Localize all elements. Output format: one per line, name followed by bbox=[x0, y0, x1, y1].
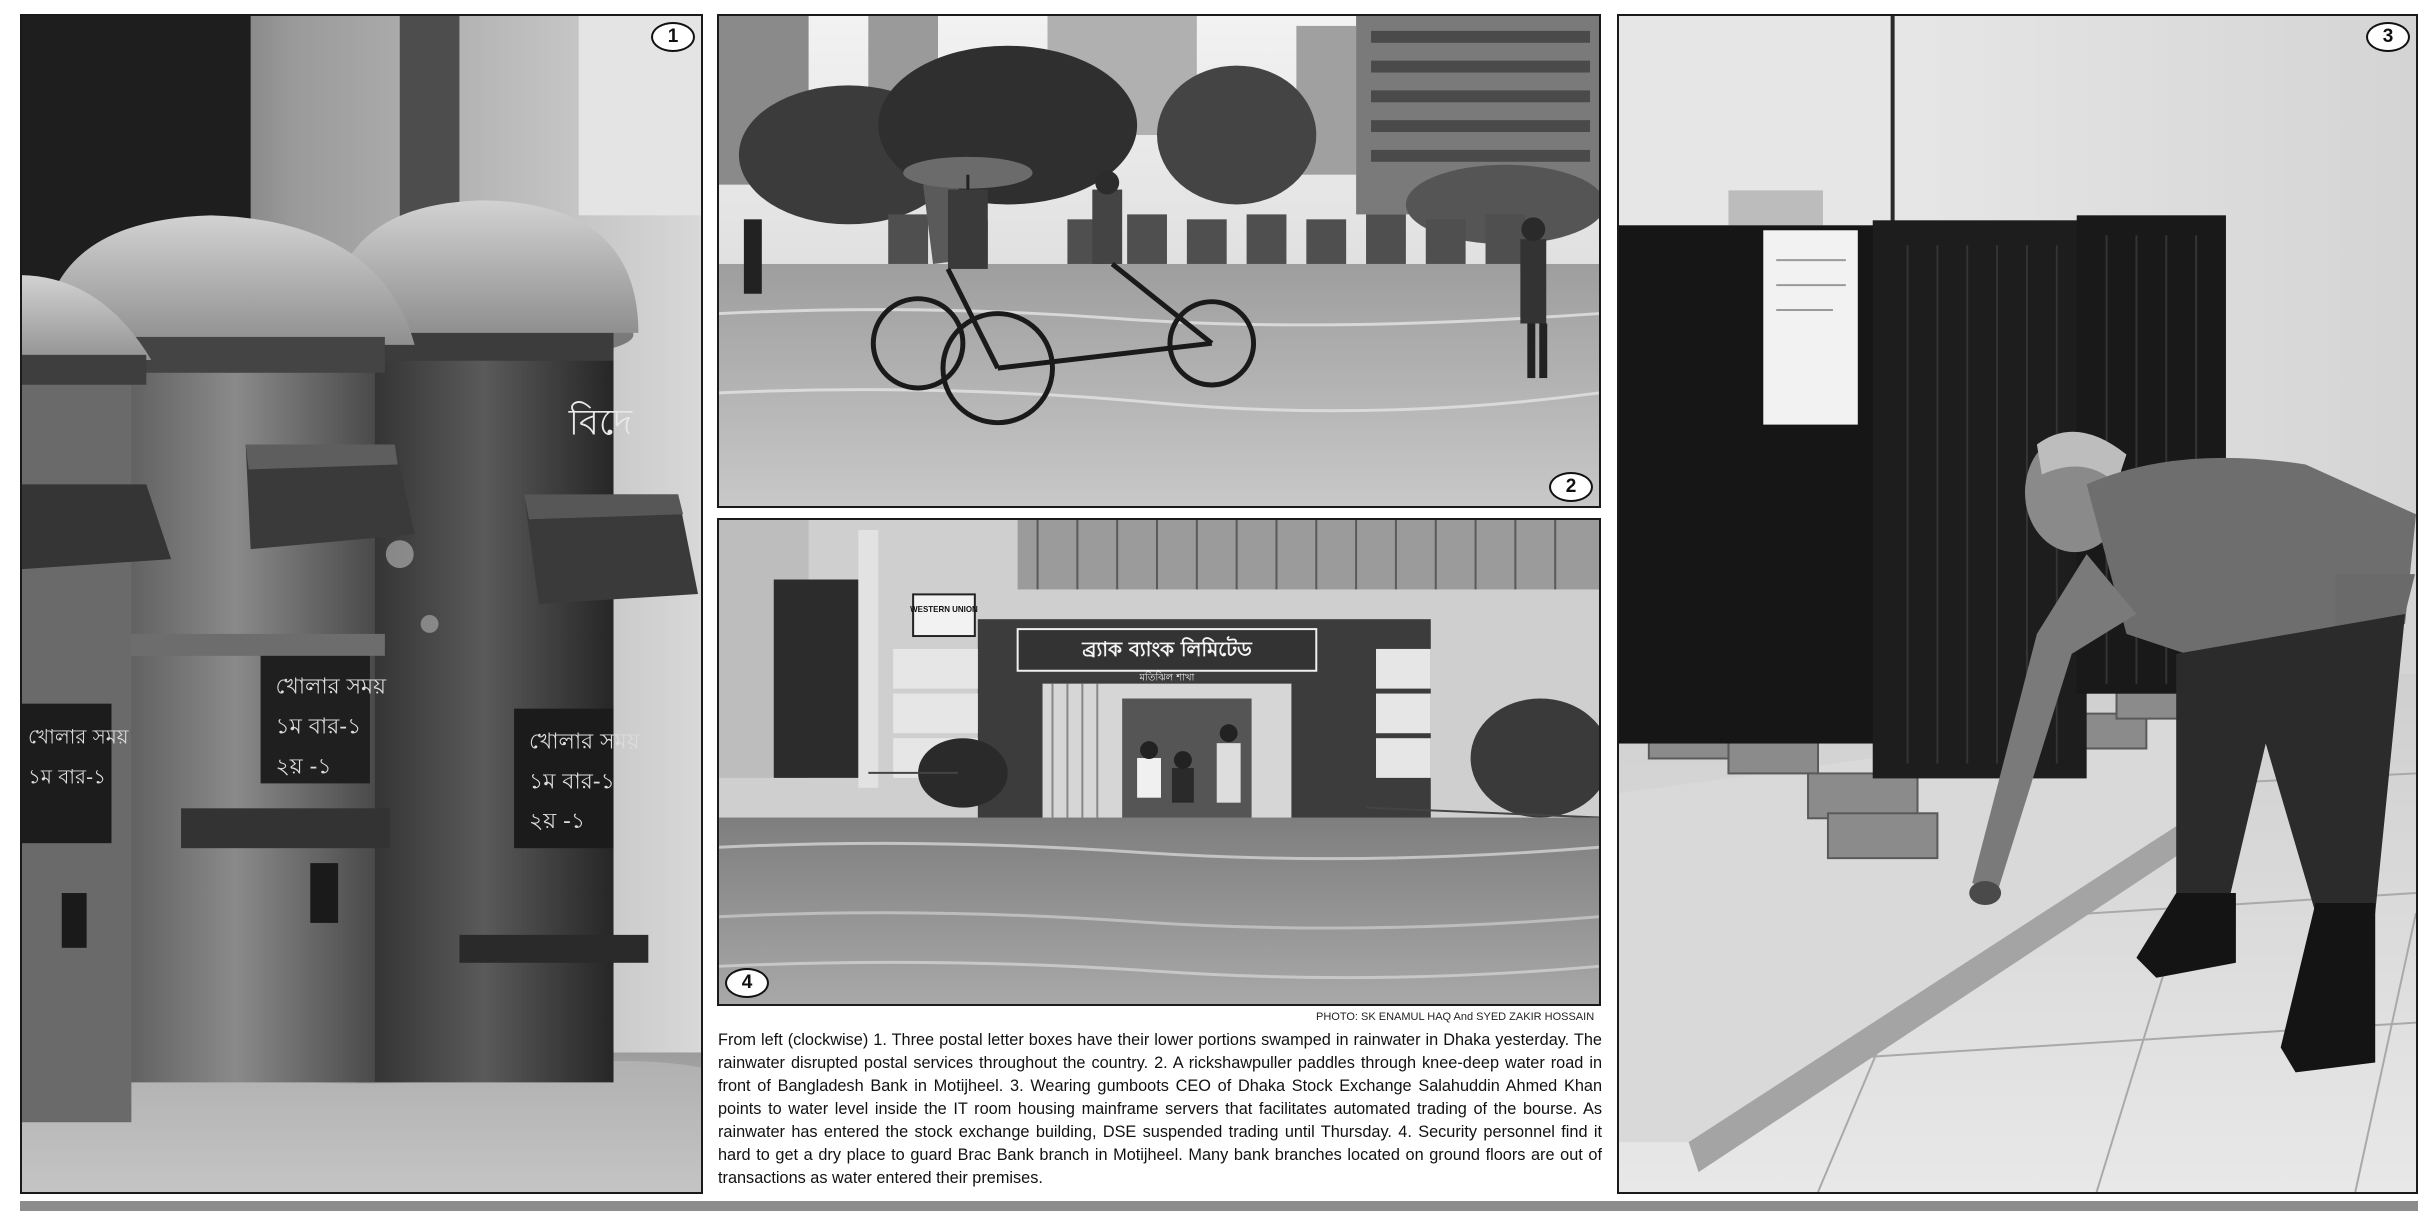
postbox-hours-label-3: খোলার সময় bbox=[27, 725, 129, 749]
postbox-hours-second: ২য় -১ bbox=[529, 809, 586, 835]
bank-branch-sign: মতিঝিল শাখা bbox=[1139, 672, 1195, 684]
postbox-hours-second-2: ২য় -১ bbox=[275, 754, 332, 780]
photo-credit: PHOTO: SK ENAMUL HAQ And SYED ZAKIR HOSSAIN bbox=[1316, 1011, 1595, 1023]
photo-number-badge: 4 bbox=[725, 968, 769, 998]
western-union-sign: WESTERN UNION bbox=[910, 605, 978, 615]
postbox-hours-first: ১ম বার-১ bbox=[529, 769, 615, 795]
postbox-label: বিদে bbox=[568, 402, 633, 444]
postbox-hours-label: খোলার সময় bbox=[529, 729, 640, 755]
photo-brac-bank bbox=[717, 518, 1601, 1006]
photo-caption: From left (clockwise) 1. Three postal letter boxes have their lower portions swamped in rainwater in Dhaka yesterday. The rainwater disrupted postal services throughout the country. 2. A rickshawpuller paddles through knee-deep water road in front of Bangladesh Bank in Motijheel. 3. Wearing gumboots CEO of Dhaka Stock Exchange Salahuddin Ahmed Khan points to water level inside the IT room housing mainframe servers that facilitates automated trading of the bourse. As rainwater has entered the stock exchange building, DSE suspended trading until Thursday. 4. Security personnel find it hard to get a dry place to guard Brac Bank branch in Motijheel. Many bank branches located on ground floors are out of transactions as water entered their premises. bbox=[718, 1031, 1602, 1187]
photo-rickshaw bbox=[717, 14, 1601, 508]
bank-sign: ব্র্যাক ব্যাংক লিমিটেড bbox=[1082, 637, 1252, 661]
photo-number-badge: 2 bbox=[1549, 472, 1593, 502]
postbox-hours-label-2: খোলার সময় bbox=[275, 674, 387, 700]
brac-bank-image bbox=[719, 520, 1599, 1004]
photo-server-room bbox=[1617, 14, 2418, 1194]
bottom-rule bbox=[20, 1201, 2418, 1211]
postbox-hours-first-2: ১ম বার-১ bbox=[275, 714, 362, 740]
photo-number-badge: 3 bbox=[2366, 22, 2410, 52]
postbox-hours-first-3: ১ম বার-১ bbox=[27, 765, 107, 789]
server-room-image bbox=[1619, 16, 2416, 1192]
photo-postal-boxes bbox=[20, 14, 703, 1194]
photo-number-badge: 1 bbox=[651, 22, 695, 52]
postal-boxes-image bbox=[22, 16, 701, 1192]
rickshaw-image bbox=[719, 16, 1599, 506]
